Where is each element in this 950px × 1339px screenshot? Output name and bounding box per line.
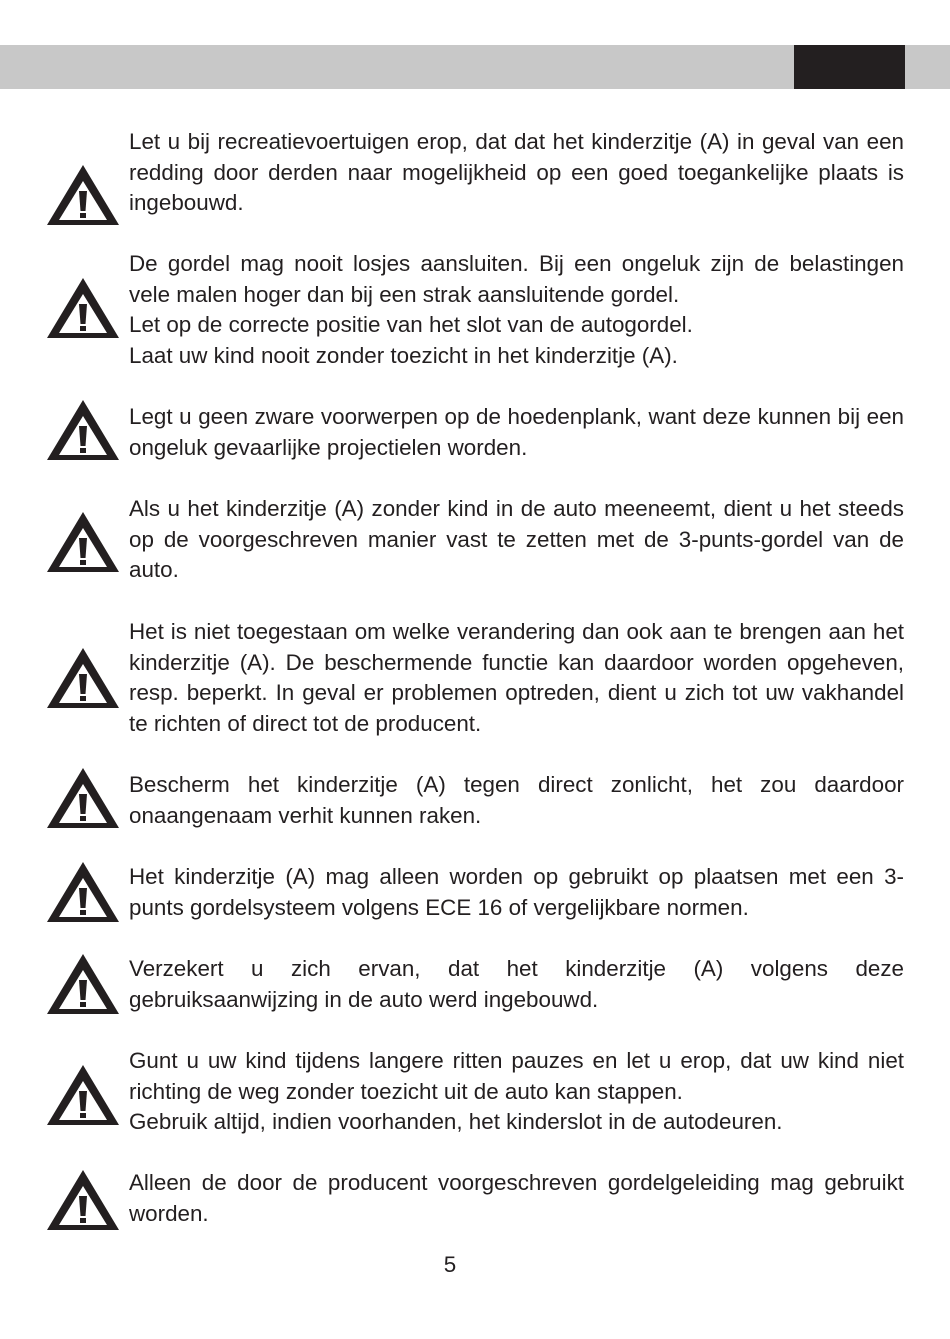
warning-text xyxy=(129,1046,904,1138)
warning-paragraph: Als u het kinderzitje (A) zonder kind in de auto meeneemt, dient u het steeds op de voorgeschreven manier vast te zetten met de 3-punts-gordel van de auto. xyxy=(129,496,904,583)
warning-paragraph: Verzekert u zich ervan, dat het kinderzitje (A) volgens deze gebruiksaanwijzing in de auto werd ingebouwd. xyxy=(129,956,904,1012)
warning-triangle-icon xyxy=(45,163,121,227)
warning-text xyxy=(129,402,904,463)
warning-paragraph: Gebruik altijd, indien voorhanden, het kinderslot in de autodeuren. xyxy=(129,1109,783,1135)
warning-triangle-icon xyxy=(45,952,121,1016)
warning-paragraph: De gordel mag nooit losjes aansluiten. Bij een ongeluk zijn de belastingen vele malen hoger dan bij een strak aansluitende gordel. xyxy=(129,251,904,307)
warning-triangle-icon xyxy=(45,398,121,462)
warning-paragraph: Bescherm het kinderzitje (A) tegen direct zonlicht, het zou daardoor onaangenaam verhit kunnen raken. xyxy=(129,772,904,828)
warning-text xyxy=(129,954,904,1015)
warning-text xyxy=(129,127,904,219)
header-tab xyxy=(794,45,905,89)
warning-text xyxy=(129,617,904,739)
warning-triangle-icon xyxy=(45,646,121,710)
warning-triangle-icon xyxy=(45,860,121,924)
warning-triangle-icon xyxy=(45,1063,121,1127)
warning-triangle-icon xyxy=(45,1168,121,1232)
warning-text xyxy=(129,1168,904,1229)
page-number: 5 xyxy=(443,1252,457,1277)
warning-paragraph: Let op de correcte positie van het slot van de autogordel. xyxy=(129,312,693,338)
warning-paragraph: Legt u geen zware voorwerpen op de hoedenplank, want deze kunnen bij een ongeluk gevaarlijke projectielen worden. xyxy=(129,404,904,460)
warning-paragraph: Let u bij recreatievoertuigen erop, dat dat het kinderzitje (A) in geval van een redding door derden naar mogelijkheid op een goed toegankelijke plaats is ingebouwd. xyxy=(129,129,904,216)
warning-text xyxy=(129,862,904,923)
warning-paragraph: Alleen de door de producent voorgeschreven gordelgeleiding mag gebruikt worden. xyxy=(129,1170,904,1226)
warning-triangle-icon xyxy=(45,510,121,574)
warning-text xyxy=(129,494,904,586)
warning-text xyxy=(129,770,904,831)
warning-paragraph: Gunt u uw kind tijdens langere ritten pauzes en let u erop, dat uw kind niet richting de weg zonder toezicht uit de auto kan stappen. xyxy=(129,1048,904,1104)
warning-paragraph: Laat uw kind nooit zonder toezicht in het kinderzitje (A). xyxy=(129,342,678,368)
warning-text xyxy=(129,249,904,371)
warning-triangle-icon xyxy=(45,276,121,340)
warning-paragraph: Het is niet toegestaan om welke verandering dan ook aan te brengen aan het kinderzitje (A). De beschermende functie kan daardoor worden opgeheven, resp. beperkt. In geval er problemen optreden, dient u zich tot uw vakhandel te richten of direct tot de producent. xyxy=(129,619,904,736)
warning-triangle-icon xyxy=(45,766,121,830)
warning-paragraph: Het kinderzitje (A) mag alleen worden op gebruikt op plaatsen met een 3-punts gordelsysteem volgens ECE 16 of vergelijkbare normen. xyxy=(129,864,904,920)
